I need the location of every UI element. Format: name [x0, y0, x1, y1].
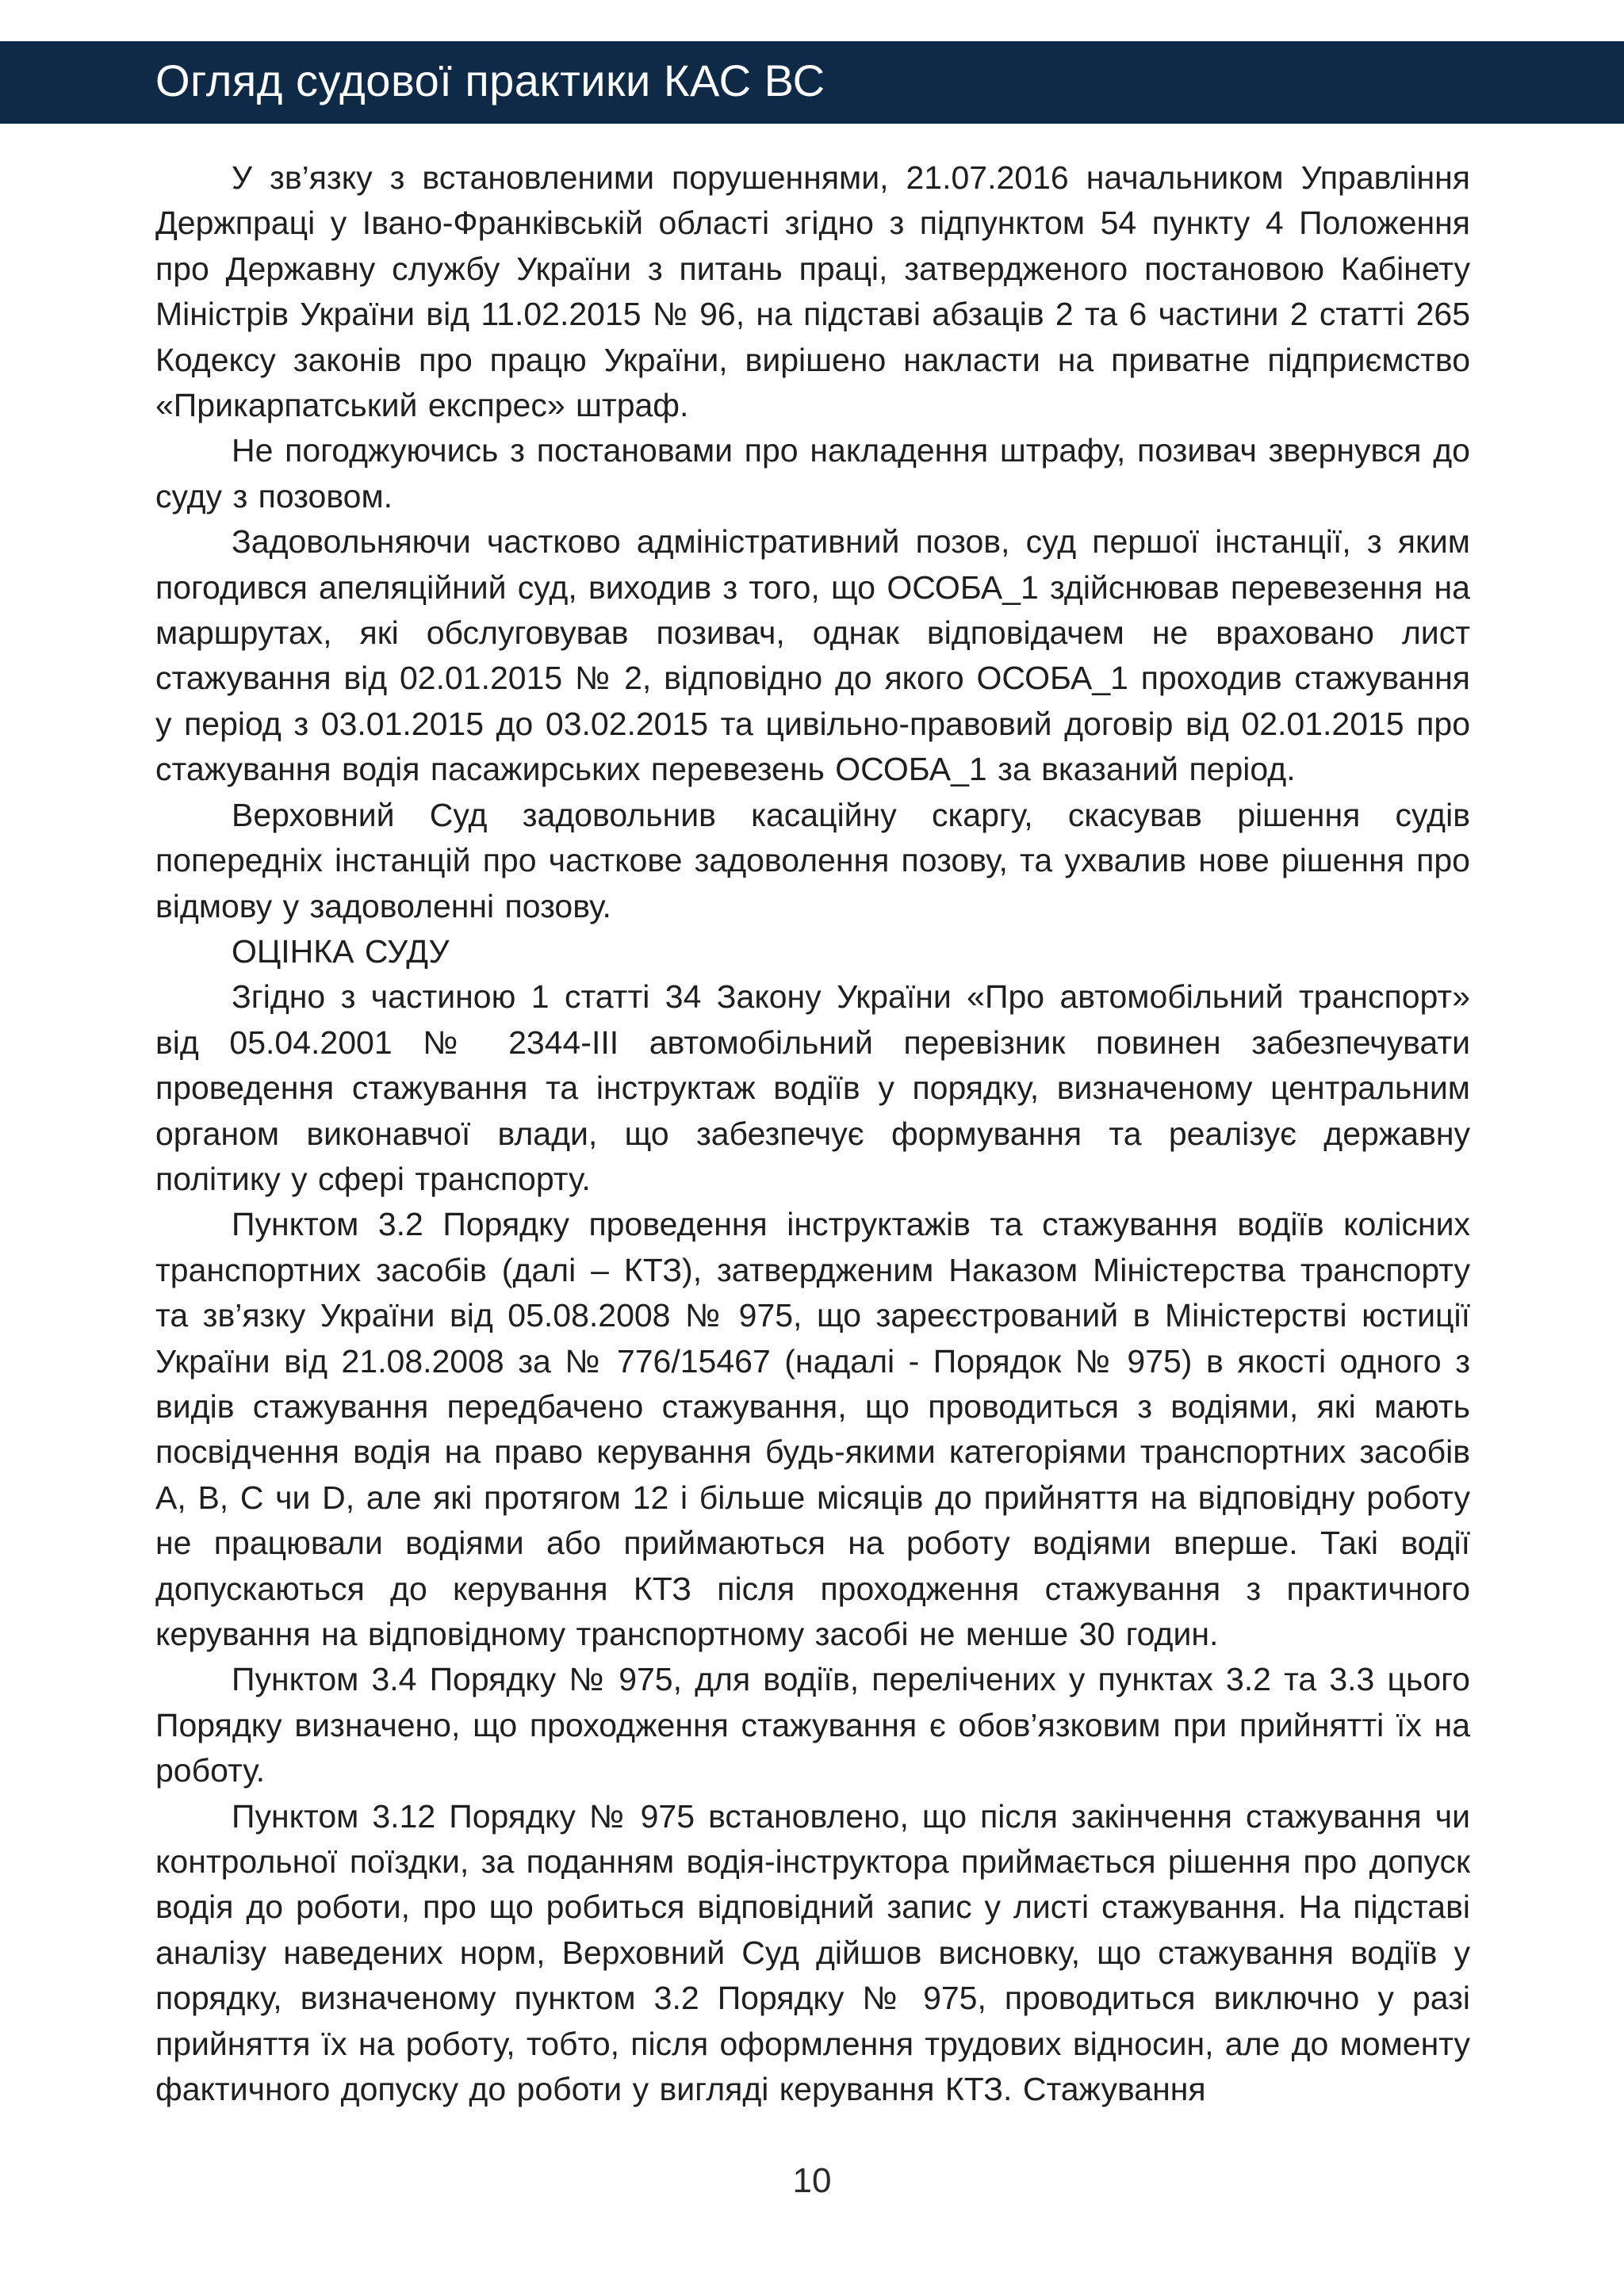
paragraph-procedure-3-12: Пунктом 3.12 Порядку № 975 встановлено, що після закінчення стажування чи контрольної поїздки, за поданням водія-інструктора приймається рішення про допуск водія до роботи, про що робиться відповідний запис у листі стажування. На підставі аналізу наведених норм, Верховний Суд дійшов висновку, що стажування водіїв у порядку, визначеному пунктом 3.2 Порядку № 975, проводиться виключно у разі прийняття їх на роботу, тобто, після оформлення трудових відносин, але до моменту фактичного допуску до роботи у вигляді керування КТЗ. Стажування	[155, 1797, 1470, 2108]
paragraph-transport-law: Згідно з частиною 1 статті 34 Закону України «Про автомобільний транспорт» від 05.04.2001 № 2344-III автомобільний перевізник повинен забезпечувати проведення стажування та інструктаж водіїв у порядку, визначеному центральним органом виконавчої влади, що забезпечує формування та реалізує державну політику у сфері транспорту.	[155, 978, 1470, 1197]
paragraph-procedure-3-2: Пунктом 3.2 Порядку проведення інструктажів та стажування водіїв колісних транспортних засобів (далі – КТЗ), затвердженим Наказом Міністерства транспорту та зв’язку України від 05.08.2008 № 975, що зареєстрований в Міністерстві юстиції України від 21.08.2008 за № 776/15467 (надалі - Порядок № 975) в якості одного з видів стажування передбачено стажування, що проводиться з водіями, які мають посвідчення водія на право керування будь-якими категоріями транспортних засобів A, B, C чи D, але які протягом 12 і більше місяців до прийняття на відповідну роботу не працювали водіями або приймаються на роботу водіями вперше. Такі водії допускаються до керування КТЗ після проходження стажування з практичного керування на відповідному транспортному засобі не менше 30 годин.	[155, 1206, 1470, 1652]
paragraph-supreme-court-decision: Верховний Суд задовольнив касаційну скаргу, скасував рішення судів попередніх інстанцій про часткове задоволення позову, та ухвалив нове рішення про відмову у задоволенні позову.	[155, 796, 1470, 924]
section-heading-court-assessment: ОЦІНКА СУДУ	[232, 932, 450, 970]
paragraph-lawsuit: Не погоджуючись з постановами про накладення штрафу, позивач звернувся до суду з позовом.	[155, 432, 1470, 515]
page-number: 10	[792, 2161, 832, 2200]
paragraph-first-instance: Задовольняючи частково адміністративний позов, суд першої інстанції, з яким погодився апеляційний суд, виходив з того, що ОСОБА_1 здійснював перевезення на маршрутах, які обслуговував позивач, однак відповідачем не враховано лист стажування від 02.01.2015 № 2, відповідно до якого ОСОБА_1 проходив стажування у період з 03.01.2015 до 03.02.2015 та цивільно-правовий договір від 02.01.2015 про стажування водія пасажирських перевезень ОСОБА_1 за вказаний період.	[155, 523, 1470, 788]
paragraph-procedure-3-4: Пунктом 3.4 Порядку № 975, для водіїв, перелічених у пунктах 3.2 та 3.3 цього Порядку визначено, що проходження стажування є обов’язковим при прийнятті їх на роботу.	[155, 1661, 1470, 1789]
document-body	[155, 155, 1470, 2112]
paragraph-violations-fine: У зв’язку з встановленими порушеннями, 21.07.2016 начальником Управління Держпраці у Івано-Франківській області згідно з підпунктом 54 пункту 4 Положення про Державну службу України з питань праці, затвердженого постановою Кабінету Міністрів України від 11.02.2015 № 96, на підставі абзаців 2 та 6 частини 2 статті 265 Кодексу законів про працю України, вирішено накласти на приватне підприємство «Прикарпатський експрес» штраф.	[155, 159, 1470, 424]
document-title: Огляд судової практики КАС ВС	[155, 55, 825, 105]
